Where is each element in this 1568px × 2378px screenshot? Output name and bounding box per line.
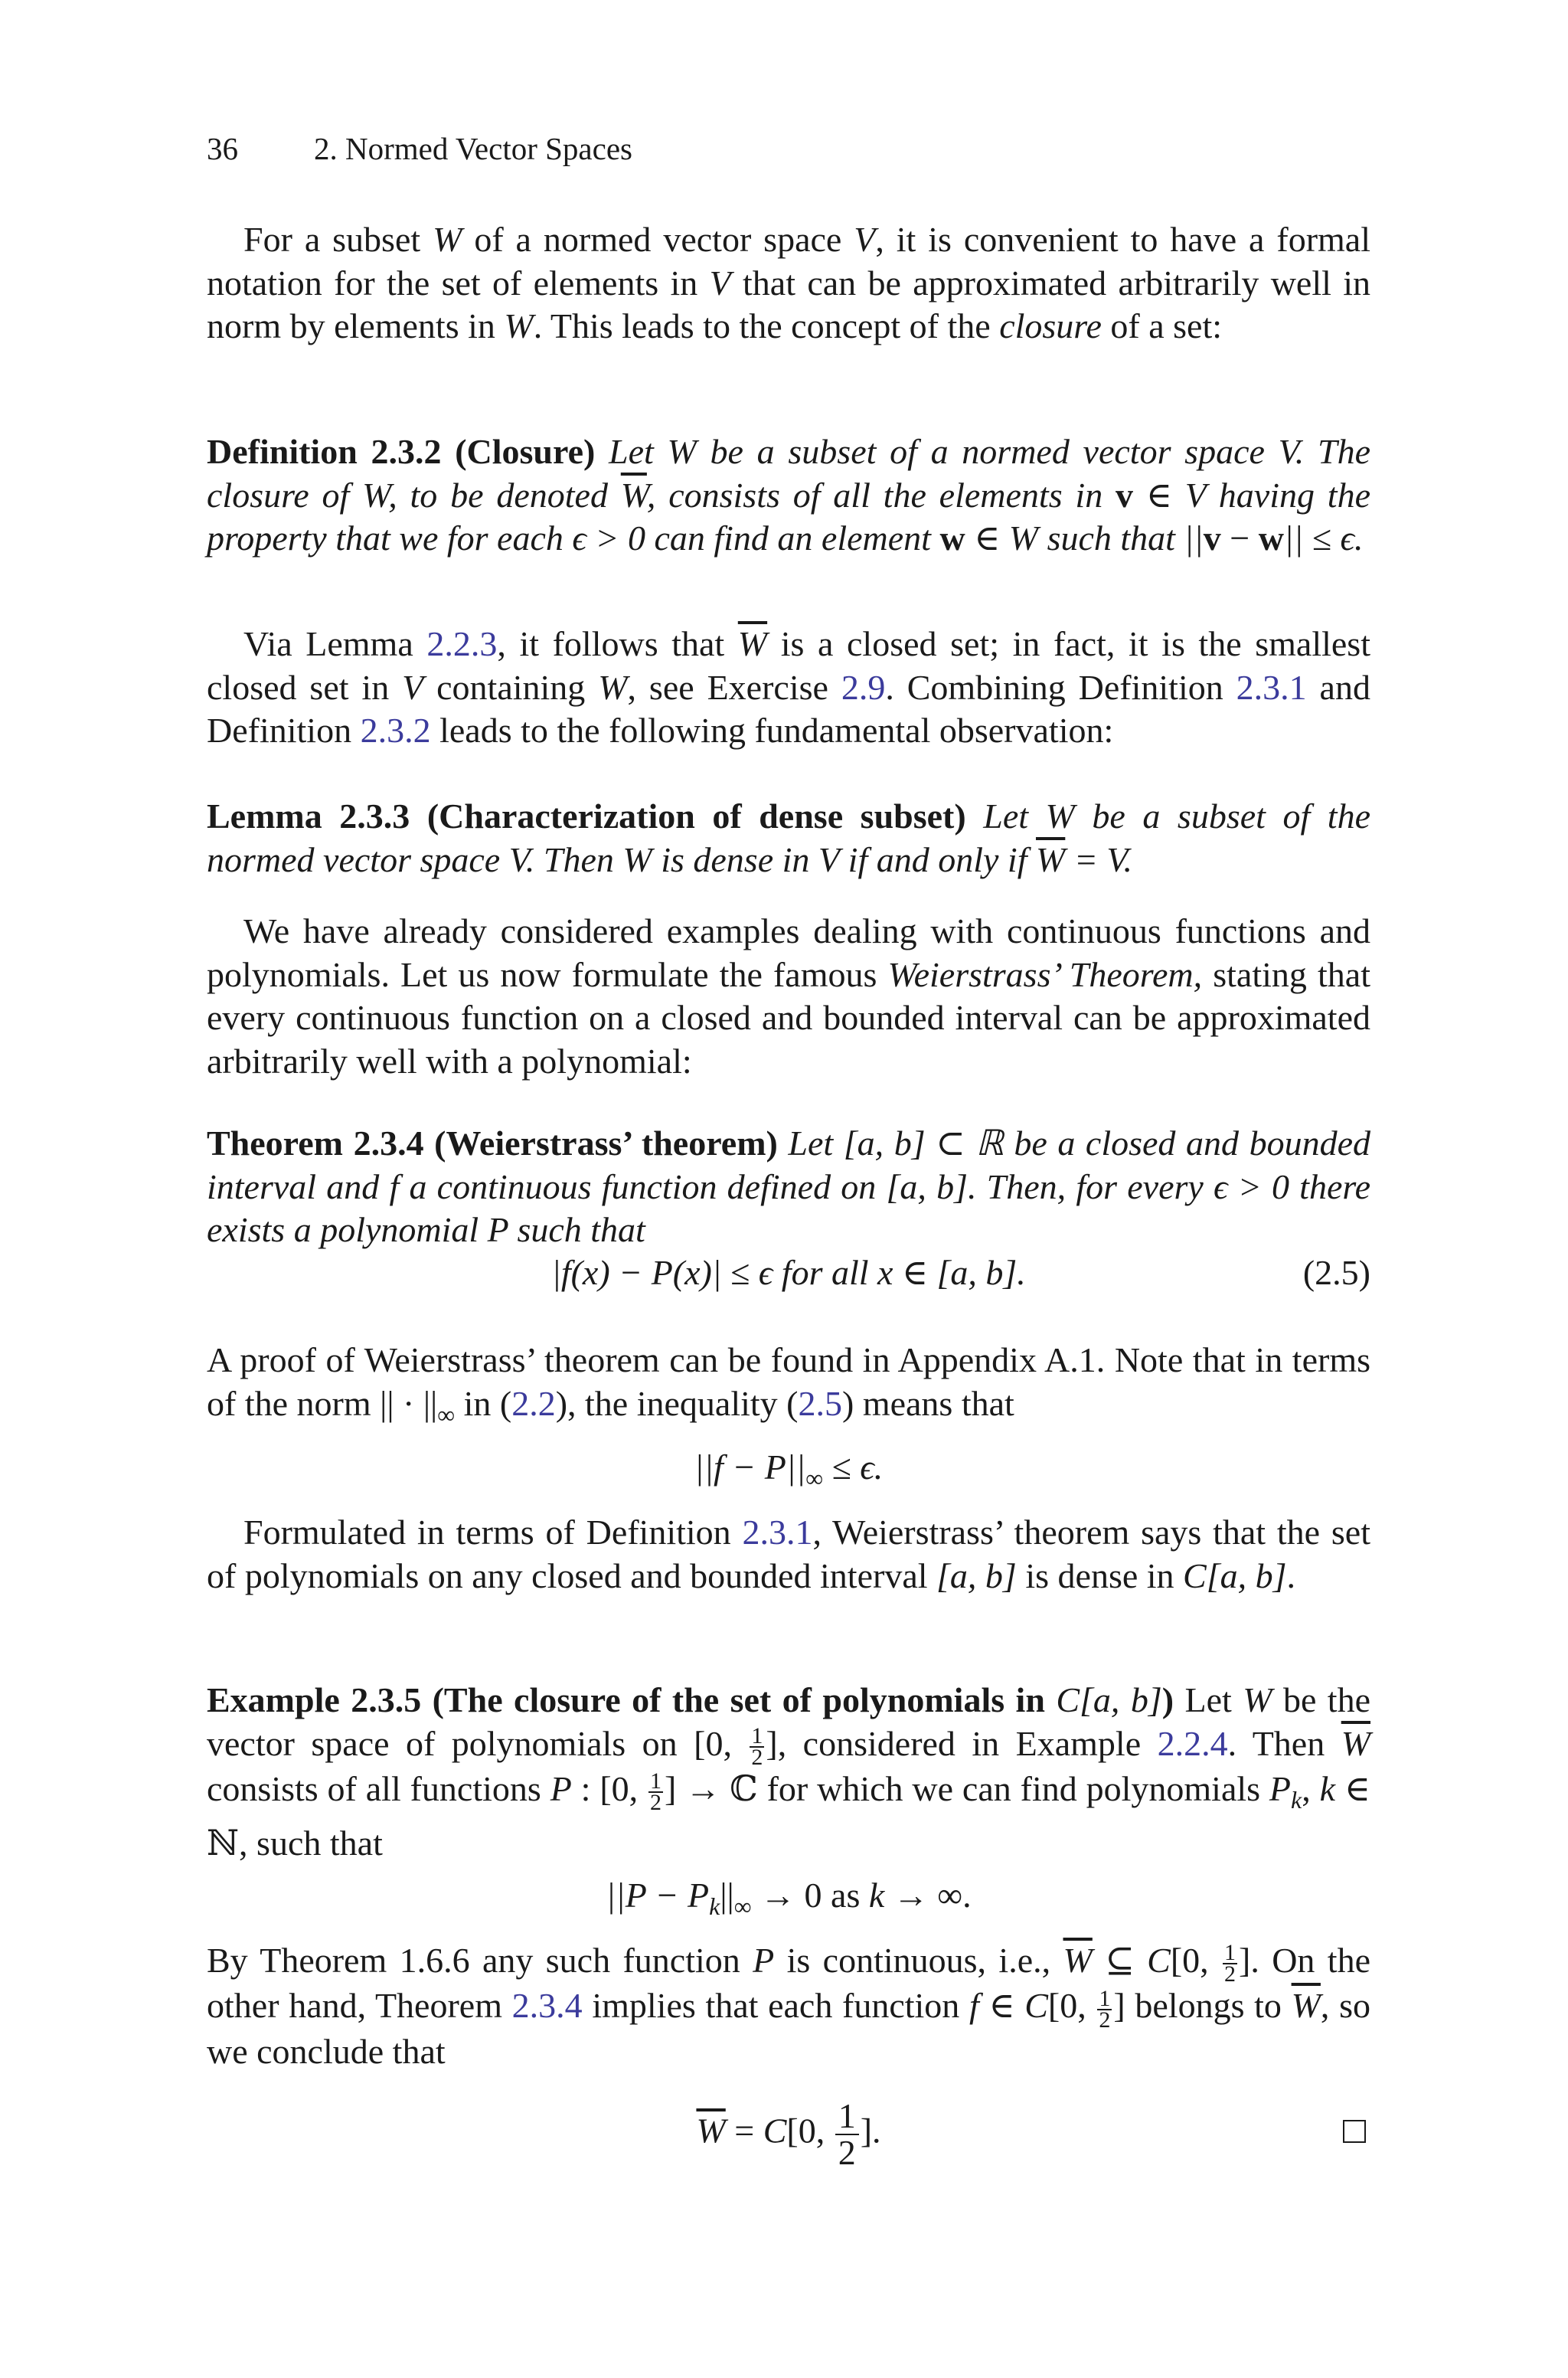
weierstrass-term: Weierstrass’ Theorem, [887,954,1203,994]
equation-closure-result: $\overline{W} = C[0$, $\frac{1}{2}$ ]. [696,2096,881,2172]
ref-lemma-2-2-3[interactable]: 2.2.3 [426,624,498,663]
paragraph-closure-remarks: Via Lemma 2.2.3, it follows that $\overline{W}$ is a closed set; in fact, it is the smallest closed set in V containing W, see Exercise 2.9. Combining Definition 2.3.1 and Definition 2.3.2 leads to the following fundamental observation: [207,624,1370,750]
ref-equation-2-5[interactable]: 2.5 [798,1383,842,1423]
ref-equation-2-2[interactable]: 2.2 [511,1383,556,1423]
ref-definition-2-3-1[interactable]: 2.3.1 [1236,667,1307,707]
ref-example-2-2-4[interactable]: 2.2.4 [1157,1723,1228,1763]
paragraph-proof-note: A proof of Weierstrass’ theorem can be found in Appendix A.1. Note that in terms of the norm || · $||_\infty$ in (2.2), the inequality (2.5) means that [207,1340,1370,1428]
paragraph-weierstrass-intro: We have already considered examples dealing with continuous functions and polynomials. Let us now formulate the famous Weierstrass’ Theorem, stating that every continuous function on a closed and bounded interval can be approximated arbitrarily well with a polynomial: [207,911,1370,1081]
ref-theorem-2-3-4[interactable]: 2.3.4 [511,1986,583,2026]
fraction-one-half-display: $\frac{1}{2}$ [835,2098,859,2170]
paragraph-intro: For a subset W of a normed vector space V, it is convenient to have a formal notation for the set of elements in V that can be approximated arbitrarily well in norm by elements in W. This leads to the concept of the closure of a set: [207,220,1370,345]
fraction-one-half: $\frac{1}{2}$ [1224,1940,1236,1987]
page-number: 36 [207,131,238,166]
example-2-3-5: Example 2.3.5 (The closure of the set of polynomials in C[a, b]) Let W be the vector space of polynomials on [0, $\frac{1}{2}$ ], considered in Example 2.2.4. Then $\overline{W}$ consists of all functions P : [0, $\frac{1}{2}$ ] → ℂ for which we can find polynomials $P_k$, k ∈ ℕ, such that [207,1680,1371,1863]
fraction-one-half: $\frac{1}{2}$ [650,1768,662,1816]
ref-exercise-2-9[interactable]: 2.9 [841,667,886,707]
definition-heading: Definition 2.3.2 (Closure) [207,432,596,471]
fraction-one-half: $\frac{1}{2}$ [751,1722,763,1770]
equation-convergence: $||P - P_k||_\infty \to 0$ as k → ∞. [606,1876,972,1921]
closure-term: closure [999,306,1102,345]
qed-square-icon [1343,2120,1366,2143]
lemma-heading: Lemma 2.3.3 (Characterization of dense subset) [207,796,966,836]
equation-2-5: |f(x) − P(x)| ≤ ϵ for all x ∈ [a, b]. (2.5) [207,1251,1370,1294]
running-title: 2. Normed Vector Spaces [314,131,632,166]
ref-definition-2-3-2[interactable]: 2.3.2 [360,711,431,750]
ref-definition-2-3-1-b[interactable]: 2.3.1 [742,1513,813,1552]
equation-sup-norm: $||f - P||_\infty \le \epsilon$. [694,1447,884,1493]
equation-number: (2.5) [1302,1253,1370,1292]
theorem-heading: Theorem 2.3.4 (Weierstrass’ theorem) [207,1124,778,1163]
fraction-one-half: $\frac{1}{2}$ [1099,1985,1111,2033]
theorem-2-3-4: Theorem 2.3.4 (Weierstrass’ theorem) Let [a, b] ⊂ ℝ be a closed and bounded interval and f a continuous function defined on [a, b]. Then, for every ϵ > 0 there exists a polynomial P such that [207,1124,1370,1249]
example-heading: Example 2.3.5 (The closure of the set of polynomials in [207,1680,1057,1719]
paragraph-conclusion: By Theorem 1.6.6 any such function P is continuous, i.e., $\overline{W}$ ⊆ C[0, $\frac{1}{2}$ ]. On the other hand, Theorem 2.3.4 implies that each function f ∈ C[0, $\frac{1}{2}$ ] belongs to $\overline{W}$, so we conclude that [207,1940,1370,2071]
paragraph-density: Formulated in terms of Definition 2.3.1, Weierstrass’ theorem says that the set of polynomials on any closed and bounded interval [a, b] is dense in C[a, b]. [207,1513,1370,1595]
lemma-2-3-3: Lemma 2.3.3 (Characterization of dense subset) Let W be a subset of the normed vector space V. Then W is dense in V if and only if $\overline{W} = V$. [207,796,1370,879]
definition-2-3-2: Definition 2.3.2 (Closure) Let W be a subset of a normed vector space V. The closure of W, to be denoted $\overline{W}$, consists of all the elements in v ∈ V having the property that we for each ϵ > 0 can find an element w ∈ W such that ||v − w|| ≤ ϵ. [207,432,1371,558]
